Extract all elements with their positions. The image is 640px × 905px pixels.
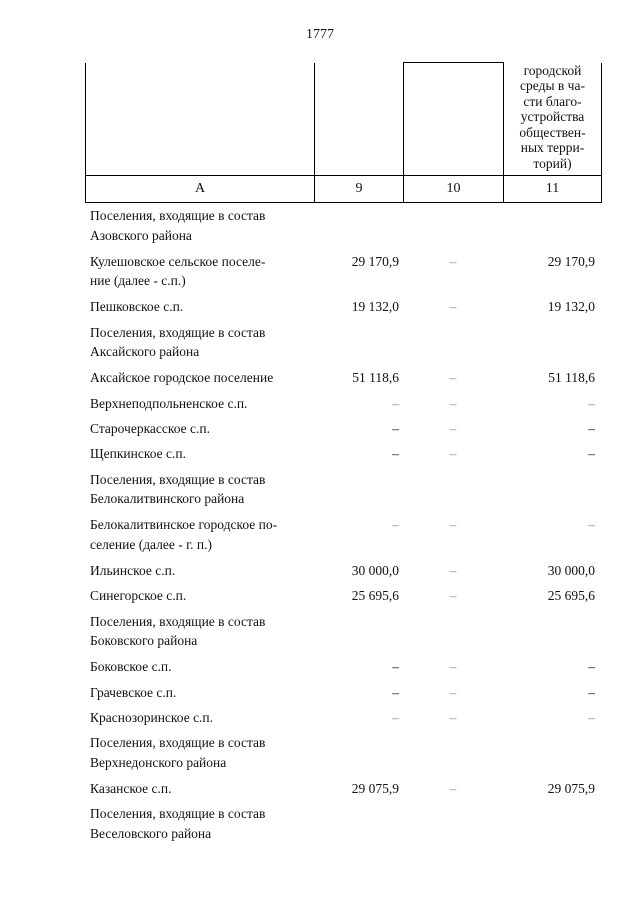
- table-row: [85, 294, 601, 319]
- row-name-line: ние (далее - с.п.): [90, 273, 186, 289]
- row-name: [90, 252, 305, 291]
- table-header: [85, 62, 602, 203]
- group-header-row: [85, 203, 601, 249]
- cell-c10: –: [449, 446, 457, 462]
- row-name-line: Поселения, входящие в состав: [90, 208, 266, 223]
- cell-c10: –: [449, 253, 457, 269]
- cell-c11: –: [588, 420, 595, 436]
- row-name-line: Поселения, входящие в состав: [90, 806, 266, 822]
- table-row: [85, 441, 601, 466]
- table-row: [85, 391, 601, 416]
- row-name-line: Боковского района: [90, 633, 198, 649]
- row-name-line: Краснозоринское с.п.: [90, 710, 214, 726]
- cell-c9: –: [392, 710, 399, 726]
- group-header-row: [85, 609, 601, 655]
- cell-c9: –: [392, 517, 399, 533]
- num-label-9: 9: [315, 176, 404, 203]
- cell-c9: 51 118,6: [352, 370, 399, 386]
- cell-c11: 19 132,0: [547, 299, 595, 315]
- row-name: [90, 323, 305, 362]
- header-cell-col11: [504, 63, 602, 176]
- row-name-line: Азовского района: [90, 227, 192, 243]
- row-name: [90, 470, 305, 509]
- group-header-row: [85, 467, 601, 513]
- header-cell-col9: [315, 63, 404, 176]
- row-name-line: Казанское с.п.: [90, 781, 172, 797]
- table-row: [85, 654, 601, 679]
- table-row: [85, 705, 601, 730]
- cell-c10: –: [449, 562, 457, 578]
- row-name-line: Поселения, входящие в состав: [90, 735, 266, 751]
- cell-c11: –: [588, 659, 595, 675]
- cell-c9: 25 695,6: [351, 588, 399, 604]
- cell-c11: –: [588, 446, 595, 462]
- row-name: [90, 368, 305, 388]
- row-name: [90, 683, 305, 703]
- table-row: [85, 680, 601, 705]
- row-name-line: Грачевское с.п.: [90, 684, 177, 700]
- header-cell-name: [86, 63, 315, 176]
- cell-c9: –: [392, 659, 399, 675]
- row-name: [90, 708, 305, 728]
- header-col11-text: [504, 63, 601, 172]
- cell-c9: –: [392, 446, 399, 462]
- cell-c9: –: [392, 420, 399, 436]
- header-col11-line: устройства: [520, 109, 585, 124]
- row-name: [90, 561, 305, 581]
- row-name-line: Синегорское с.п.: [90, 588, 187, 604]
- cell-c11: –: [588, 395, 595, 411]
- row-name: [90, 444, 305, 464]
- row-name-line: Аксайское городское поселение: [90, 370, 274, 386]
- cell-c9: 30 000,0: [351, 562, 399, 578]
- row-name-line: Поселения, входящие в состав: [90, 471, 266, 487]
- row-name: [90, 612, 305, 651]
- row-name: [90, 804, 305, 843]
- row-name: [90, 419, 305, 439]
- row-name-line: Старочеркасское с.п.: [90, 420, 211, 436]
- table-row: [85, 512, 601, 558]
- row-name-line: Аксайского района: [90, 344, 200, 360]
- row-name-line: Белокалитвинского района: [90, 491, 245, 507]
- table-row: [85, 583, 601, 608]
- row-name-line: Белокалитвинское городское по-: [90, 517, 278, 533]
- header-col11-line: городской: [523, 62, 582, 78]
- header-col11-line: сти благо-: [523, 93, 582, 109]
- cell-c10: –: [449, 710, 457, 726]
- row-name-line: Поселения, входящие в состав: [90, 613, 266, 629]
- row-name: [90, 394, 305, 414]
- row-name-line: Щепкинское с.п.: [90, 446, 186, 462]
- row-name: [90, 586, 305, 606]
- cell-c10: –: [449, 588, 457, 604]
- cell-c10: –: [449, 370, 457, 386]
- header-col11-line: ных терри-: [520, 140, 585, 155]
- row-name: [90, 657, 305, 677]
- row-name: [90, 206, 305, 245]
- cell-c10: –: [449, 781, 457, 797]
- cell-c11: 29 170,9: [547, 253, 595, 269]
- table-body: [85, 203, 601, 847]
- group-header-row: [85, 730, 601, 776]
- cell-c11: 30 000,0: [547, 562, 595, 578]
- cell-c9: –: [392, 395, 399, 411]
- num-label-a: А: [86, 176, 315, 203]
- header-col11-line: обществен-: [519, 124, 586, 140]
- table-row: [85, 416, 601, 441]
- cell-c11: –: [588, 710, 595, 726]
- header-col11-line: среды в ча-: [520, 78, 585, 93]
- row-name: [90, 779, 305, 799]
- table-row: [85, 365, 601, 390]
- cell-c11: 51 118,6: [548, 370, 595, 386]
- row-name-line: Верхнеподпольненское с.п.: [90, 395, 248, 411]
- header-col11-line: торий): [533, 155, 572, 171]
- cell-c9: –: [392, 684, 399, 700]
- row-name-line: Пешковское с.п.: [90, 299, 184, 315]
- page-number: 1777: [306, 27, 334, 42]
- table-row: [85, 249, 601, 295]
- row-name-line: Веселовского района: [90, 825, 212, 841]
- group-header-row: [85, 320, 601, 366]
- row-name-line: Верхнедонского района: [90, 754, 227, 770]
- cell-c9: 19 132,0: [351, 299, 399, 315]
- cell-c11: –: [588, 684, 595, 700]
- row-name-line: Поселения, входящие в состав: [90, 324, 266, 340]
- num-label-11: 11: [504, 176, 602, 203]
- header-cell-col10: [404, 63, 504, 176]
- cell-c10: –: [449, 299, 457, 315]
- cell-c9: 29 170,9: [351, 253, 399, 269]
- cell-c10: –: [449, 684, 457, 700]
- cell-c10: –: [449, 517, 457, 533]
- table-row: [85, 776, 601, 801]
- cell-c11: 29 075,9: [547, 781, 595, 797]
- cell-c11: –: [588, 517, 595, 533]
- cell-c10: –: [449, 659, 457, 675]
- row-name: [90, 733, 305, 772]
- row-name-line: селение (далее - г. п.): [90, 536, 212, 552]
- row-name: [90, 297, 305, 317]
- row-name-line: Ильинское с.п.: [90, 562, 176, 578]
- row-name-line: Кулешовское сельское поселе-: [90, 253, 266, 269]
- row-name: [90, 515, 305, 554]
- row-name-line: Боковское с.п.: [90, 659, 172, 675]
- table-row: [85, 558, 601, 583]
- cell-c10: –: [449, 420, 457, 436]
- group-header-row: [85, 801, 601, 847]
- cell-c11: 25 695,6: [547, 588, 595, 604]
- num-label-10: 10: [404, 176, 504, 203]
- cell-c9: 29 075,9: [351, 781, 399, 797]
- cell-c10: –: [449, 395, 457, 411]
